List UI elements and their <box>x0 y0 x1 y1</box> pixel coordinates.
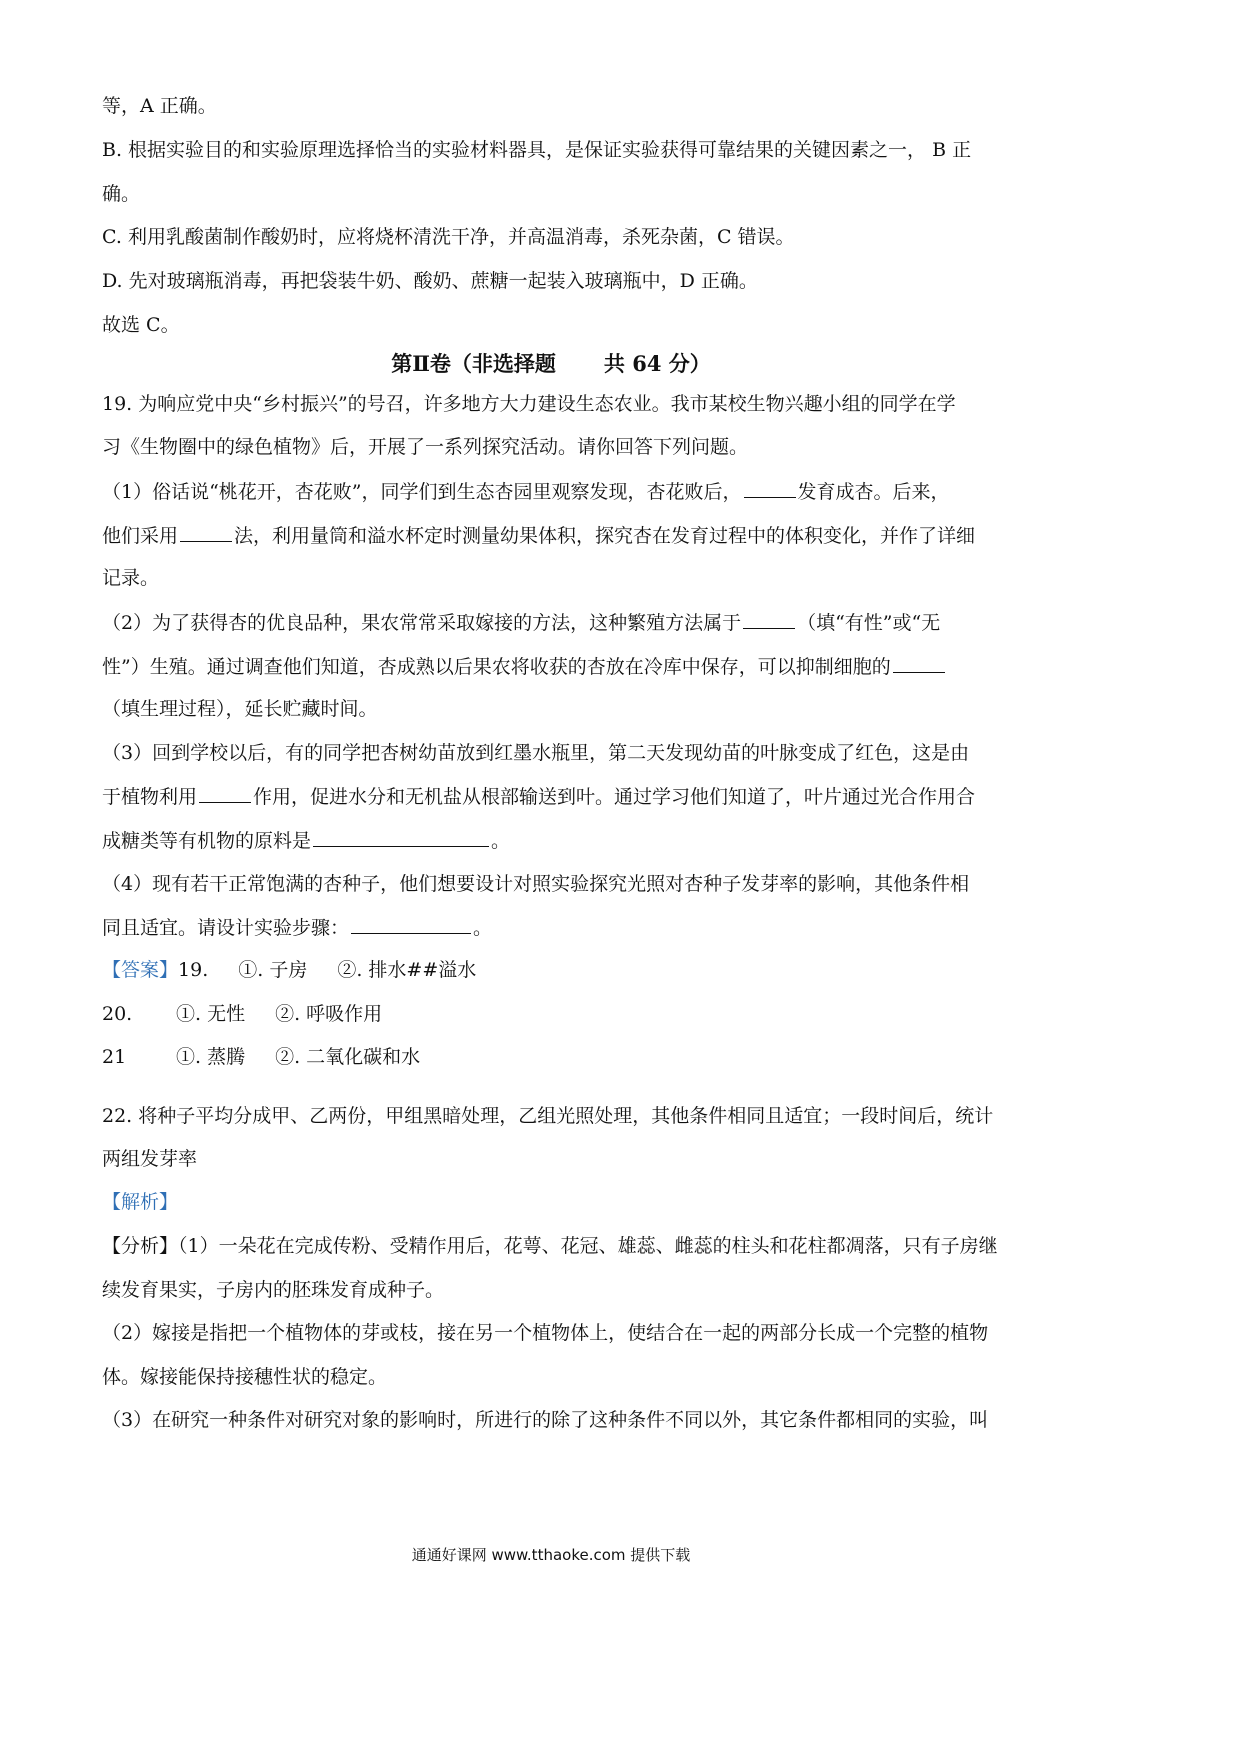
question-line <box>102 610 1012 635</box>
q2-text: （填“有性”或“无 <box>797 612 941 634</box>
section-title-right: 共 64 分） <box>603 351 711 376</box>
text-line: 故选 C。 <box>102 314 180 336</box>
analysis-subtag: 【分析】 <box>102 1235 179 1257</box>
text-line: C. 利用乳酸菌制作酸奶时，应将烧杯清洗干净，并高温消毒，杀死杂菌，C 错误。 <box>102 226 795 248</box>
answer-line: 两组发芽率 <box>102 1148 198 1170</box>
q1-text: 发育成杏。后来， <box>797 481 950 503</box>
answer-item: ①. 子房 <box>238 959 308 981</box>
section-title <box>0 351 1102 377</box>
q3-text: 成糖类等有机物的原料是 <box>102 830 312 852</box>
answer-blank <box>893 654 945 673</box>
answer-item: ①. 蒸腾 <box>176 1046 246 1068</box>
answer-blank <box>180 523 232 542</box>
answer-item: ②. 呼吸作用 <box>275 1003 383 1025</box>
answer-item: ②. 二氧化碳和水 <box>275 1046 421 1068</box>
answer-blank <box>199 784 251 803</box>
analysis-line: 体。嫁接能保持接穗性状的稳定。 <box>102 1366 388 1388</box>
question-line: （4）现有若干正常饱满的杏种子，他们想要设计对照实验探究光照对杏种子发芽率的影响，其他条件相 <box>102 873 970 895</box>
question-line: 习《生物圈中的绿色植物》后，开展了一系列探究活动。请你回答下列问题。 <box>102 436 749 458</box>
answer-row <box>102 1045 1012 1069</box>
q1-text: 法，利用量筒和溢水杯定时测量幼果体积，探究杏在发育过程中的体积变化，并作了详细 <box>234 525 976 547</box>
text-line: 等，A 正确。 <box>102 95 217 117</box>
analysis-line <box>102 1234 1012 1258</box>
analysis-tag: 【解析】 <box>102 1191 179 1213</box>
answer-line: 22. 将种子平均分成甲、乙两份，甲组黑暗处理，乙组光照处理，其他条件相同且适宜；一段时间后，统计 <box>102 1105 994 1127</box>
analysis-line: 续发育果实，子房内的胚珠发育成种子。 <box>102 1279 445 1301</box>
answer-row <box>102 958 1012 982</box>
answer-tag: 【答案】 <box>102 959 179 981</box>
q1-text: （1）俗话说“桃花开，杏花败”，同学们到生态杏园里观察发现，杏花败后， <box>102 481 742 503</box>
answer-blank <box>313 828 489 847</box>
question-line <box>102 479 1012 504</box>
question-line <box>102 654 1012 679</box>
question-line: 记录。 <box>102 567 160 589</box>
analysis-text: （1）一朵花在完成传粉、受精作用后，花萼、花冠、雄蕊、雌蕊的柱头和花柱都凋落，只有子房继 <box>178 1235 998 1257</box>
question-line <box>102 784 1012 809</box>
text-line: D. 先对玻璃瓶消毒，再把袋装牛奶、酸奶、蔗糖一起装入玻璃瓶中，D 正确。 <box>102 270 758 292</box>
q2-text: 性”）生殖。通过调查他们知道，杏成熟以后果农将收获的杏放在冷库中保存，可以抑制细胞的 <box>102 656 891 678</box>
answer-item: ②. 排水##溢水 <box>337 959 477 981</box>
answer-blank <box>351 915 471 934</box>
q1-text: 他们采用 <box>102 525 179 547</box>
question-line: （3）回到学校以后，有的同学把杏树幼苗放到红墨水瓶里，第二天发现幼苗的叶脉变成了红色，这是由 <box>102 742 970 764</box>
section-title-left: 第Ⅱ卷（非选择题 <box>391 351 556 376</box>
analysis-line: （3）在研究一种条件对研究对象的影响时，所进行的除了这种条件不同以外，其它条件都相同的实验，叫 <box>102 1409 989 1431</box>
page-footer: 通通好课网 www.tthaoke.com 提供下载 <box>411 1546 691 1564</box>
question-line: 19. 为响应党中央“乡村振兴”的号召，许多地方大力建设生态农业。我市某校生物兴趣小组的同学在学 <box>102 393 956 415</box>
q3-text: 。 <box>491 830 511 852</box>
question-line: （填生理过程），延长贮藏时间。 <box>102 698 378 720</box>
q3-text: 于植物利用 <box>102 786 198 808</box>
answer-number: 19. <box>178 959 209 981</box>
answer-number: 20. <box>102 1003 133 1025</box>
answer-blank <box>743 610 795 629</box>
answer-number: 21 <box>102 1046 127 1068</box>
question-line <box>102 828 1012 853</box>
text-line: 确。 <box>102 183 141 205</box>
q4-text: 同且适宜。请设计实验步骤： <box>102 917 350 939</box>
answer-blank <box>744 479 796 498</box>
analysis-line: （2）嫁接是指把一个植物体的芽或枝，接在另一个植物体上，使结合在一起的两部分长成一个完整的植物 <box>102 1322 989 1344</box>
q2-text: （2）为了获得杏的优良品种，果农常常采取嫁接的方法，这种繁殖方法属于 <box>102 612 742 634</box>
answer-item: ①. 无性 <box>176 1003 246 1025</box>
answer-row <box>102 1002 1012 1026</box>
q4-text: 。 <box>473 917 493 939</box>
q3-text: 作用，促进水分和无机盐从根部输送到叶。通过学习他们知道了，叶片通过光合作用合 <box>253 786 976 808</box>
text-line: B. 根据实验目的和实验原理选择恰当的实验材料器具，是保证实验获得可靠结果的关键因素之一， B 正 <box>102 139 972 161</box>
question-line <box>102 523 1012 548</box>
question-line <box>102 915 1012 940</box>
